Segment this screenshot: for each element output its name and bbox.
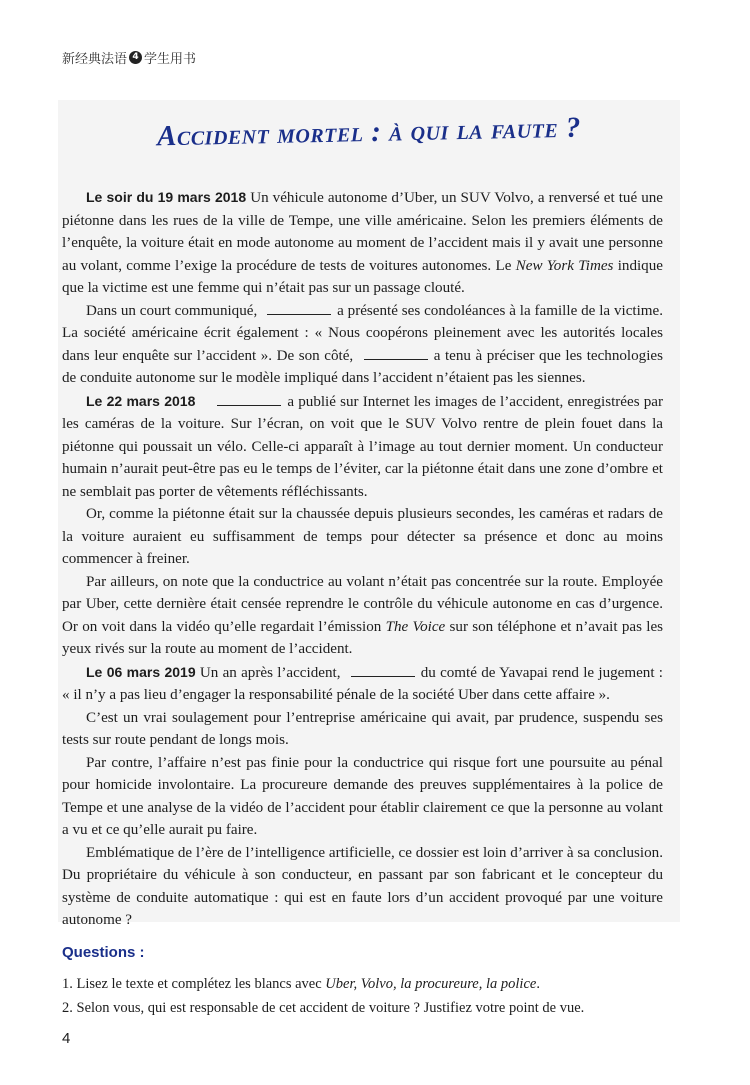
questions-heading: Questions : xyxy=(62,944,145,961)
date-lead: Le 06 mars 2019 xyxy=(86,663,196,680)
volume-badge: 4 xyxy=(129,51,142,64)
paragraph-4: Or, comme la piétonne était sur la chaussée depuis plusieurs secondes, les caméras et radars de la voiture auraient eu suffisamment de temps pour détecter sa présence et donc au moins commencer à freiner. xyxy=(62,506,663,567)
page-number: 4 xyxy=(62,1030,71,1047)
paragraph-1: Le soir du 19 mars 2018 Un véhicule autonome d’Uber, un SUV Volvo, a renversé et tué une piétonne dans les rues de la ville de Tempe, une ville américaine. Selon les premiers éléments de l’enquête, la voiture était en mode autonome au moment de l’accident mais il y avait une personne au volant, comme l’exige la procédure de tests de voitures autonomes. Le New York Times indique que la victime est une femme qui n’était pas sur un passage clouté. xyxy=(62,189,663,296)
fill-blank[interactable] xyxy=(364,345,428,360)
fill-blank[interactable] xyxy=(217,391,281,406)
article-title: Accident mortel : à qui la faute ? xyxy=(156,111,582,153)
paragraph-5: Par ailleurs, on note que la conductrice au volant n’était pas concentrée sur la route. Employée par Uber, cette dernière était censée reprendre le contrôle du véhicule autonome en cas d’urgence. Or on voit dans la vidéo qu’elle regardait l’émission The Voice sur son téléphone et n’avait pas les yeux rivés sur la route au moment de l’accident. xyxy=(62,573,664,657)
date-lead: Le soir du 19 mars 2018 xyxy=(86,189,247,205)
question-1: 1. Lisez le texte et complétez les blancs avec Uber, Volvo, la procureure, la police. xyxy=(62,976,540,992)
paragraph-9: Emblématique de l’ère de l’intelligence artificielle, ce dossier est loin d’arriver à sa conclusion. Du propriétaire du véhicule à son conducteur, en passant par son fabricant et le concepteur du système de conduite automatique : qui est en faute lors d’un accident provoqué par une voiture autonome ? xyxy=(62,844,663,928)
fill-blank[interactable] xyxy=(267,300,331,315)
paragraph-2: Dans un court communiqué, a présenté ses condoléances à la famille de la victime. La société américaine écrit également : « Nous coopérons pleinement avec les autorités locales dans leur enquête sur l’accident ». De son côté, a tenu à préciser que les technologies de conduite autonome sur le modèle impliqué dans l’accident n’étaient pas les siennes. xyxy=(62,300,663,390)
article-body xyxy=(62,186,663,932)
date-lead: Le 22 mars 2018 xyxy=(86,392,196,409)
fill-blank[interactable] xyxy=(351,662,415,677)
show-name: The Voice xyxy=(385,618,446,635)
questions-list xyxy=(62,972,672,1020)
book-subtitle: 学生用书 xyxy=(144,52,197,67)
paragraph-8: Par contre, l’affaire n’est pas finie pour la conductrice qui risque fort une poursuite au pénal pour homicide involontaire. La procureure demande des preuves supplémentaires à la police de Tempe et une analyse de la vidéo de l’accident pour établir clairement ce que la personne au volant a vu et ce qu’elle aurait pu faire. xyxy=(62,754,663,838)
paragraph-6: Le 06 mars 2019 Un an après l’accident, du comté de Yavapai rend le jugement : « il n’y a pas lieu d’engager la responsabilité pénale de la société Uber dans cette affaire ». xyxy=(62,663,663,703)
book-title: 新经典法语 xyxy=(62,52,128,67)
running-header xyxy=(62,48,196,67)
paragraph-3: Le 22 mars 2018 a publié sur Internet les images de l’accident, enregistrées par les caméras de la voiture. Sur l’écran, on voit que le SUV Volvo rentre de plein fouet dans la piétonne qui poussait un vélo. Celle-ci apparaît à l’image au tout dernier moment. Un conducteur humain n’aurait peut-être pas eu le temps de l’éviter, car la piétonne était dans une zone d’ombre et ne semblait pas porter de vêtements réfléchissants. xyxy=(62,392,663,500)
word-bank: Uber, Volvo, la procureure, la police xyxy=(325,976,537,992)
paragraph-7: C’est un vrai soulagement pour l’entreprise américaine qui avait, par prudence, suspendu ses tests sur route pendant de longs mois. xyxy=(62,709,663,748)
question-2: 2. Selon vous, qui est responsable de cet accident de voiture ? Justifiez votre point de vue. xyxy=(62,1000,585,1016)
newspaper-name: New York Times xyxy=(515,257,614,274)
